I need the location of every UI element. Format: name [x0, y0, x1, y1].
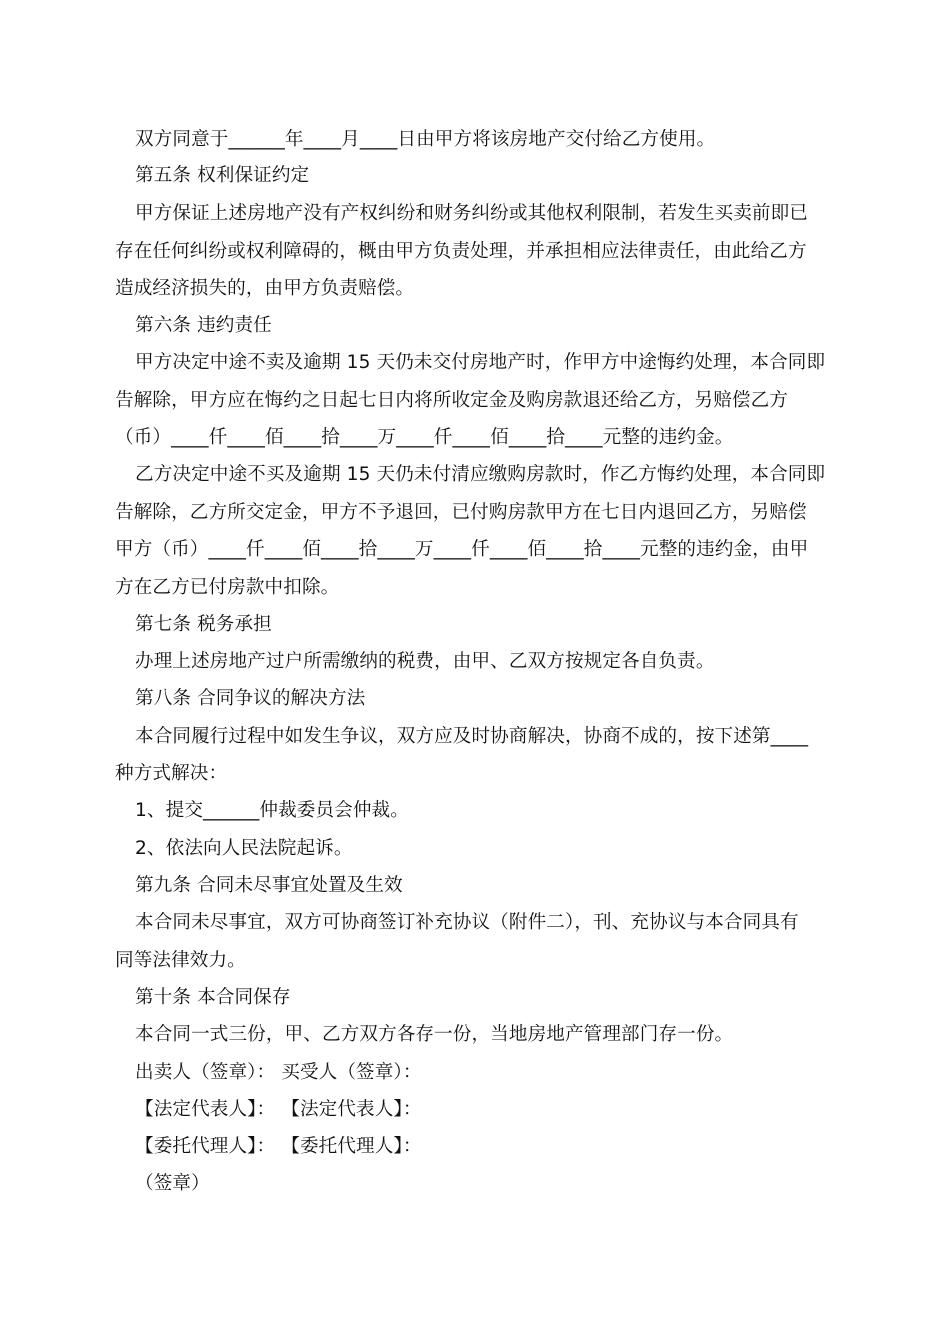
heading-article-8: 第八条 合同争议的解决方法 [135, 688, 366, 709]
paragraph-delivery-date: 双方同意于______年____月____日由甲方将该房地产交付给乙方使用。 [135, 129, 716, 150]
paragraph-article-6a-line-3: （币）____仟____佰____拾____万____仟____佰____拾____元整的违约金。 [115, 427, 734, 448]
list-item-lawsuit: 2、依法向人民法院起诉。 [135, 838, 353, 859]
paragraph-article-7: 办理上述房地产过户所需缴纳的税费，由甲、乙双方按规定各自负责。 [135, 651, 715, 672]
paragraph-article-8-line-1: 本合同履行过程中如发生争议，双方应及时协商解决，协商不成的，按下述第____ [135, 726, 809, 747]
heading-article-7: 第七条 税务承担 [135, 614, 272, 635]
paragraph-article-6b-line-2: 告解除，乙方所交定金，甲方不予退回，已付购房款甲方在七日内退回乙方，另赔偿 [115, 502, 807, 523]
paragraph-article-6a-line-1: 甲方决定中途不卖及逾期 15 天仍未交付房地产时，作甲方中途悔约处理，本合同即 [135, 352, 826, 373]
signature-agents: 【委托代理人】： 【委托代理人】： [135, 1136, 422, 1157]
paragraph-article-6b-line-1: 乙方决定中途不买及逾期 15 天仍未付清应缴购房款时，作乙方悔约处理，本合同即 [135, 464, 826, 485]
heading-article-9: 第九条 合同未尽事宜处置及生效 [135, 875, 403, 896]
paragraph-article-9-line-1: 本合同未尽事宜，双方可协商签订补充协议（附件二），刊、充协议与本合同具有 [135, 912, 799, 933]
paragraph-article-5-line-2: 存在任何纠纷或权利障碍的，概由甲方负责处理，并承担相应法律责任，由此给乙方 [115, 241, 807, 262]
signature-seal: （签章） [135, 1173, 210, 1194]
paragraph-article-6a-line-2: 告解除，甲方应在悔约之日起七日内将所收定金及购房款退还给乙方，另赔偿乙方 [115, 390, 788, 411]
heading-article-6: 第六条 违约责任 [135, 315, 272, 336]
paragraph-article-5-line-1: 甲方保证上述房地产没有产权纠纷和财务纠纷或其他权利限制，若发生买卖前即已 [135, 203, 808, 224]
paragraph-article-8-line-2: 种方式解决： [115, 763, 228, 784]
paragraph-article-5-line-3: 造成经济损失的，由甲方负责赔偿。 [115, 278, 415, 299]
list-item-arbitration: 1、提交______仲裁委员会仲裁。 [135, 800, 409, 821]
heading-article-5: 第五条 权利保证约定 [135, 165, 310, 186]
paragraph-article-10: 本合同一式三份，甲、乙方双方各存一份，当地房地产管理部门存一份。 [135, 1024, 734, 1045]
signature-legal-representatives: 【法定代表人】： 【法定代表人】： [135, 1099, 422, 1120]
heading-article-10: 第十条 本合同保存 [135, 987, 291, 1008]
paragraph-article-9-line-2: 同等法律效力。 [115, 950, 246, 971]
signature-parties: 出卖人（签章）： 买受人（签章）： [135, 1062, 422, 1083]
paragraph-article-6b-line-4: 方在乙方已付房款中扣除。 [115, 577, 340, 598]
paragraph-article-6b-line-3: 甲方（币）____仟____佰____拾____万____仟____佰____拾____元整的违约金，由甲 [115, 539, 809, 560]
